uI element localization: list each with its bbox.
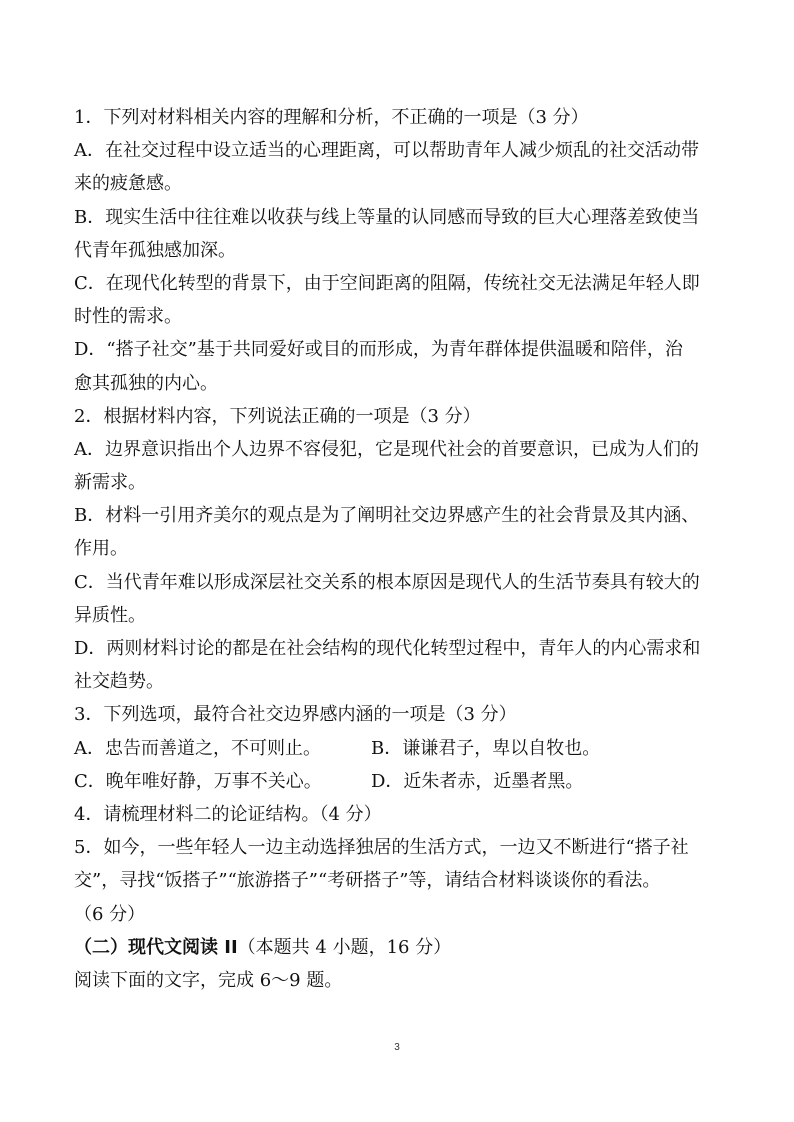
question-1-option-c-line1: C．在现代化转型的背景下，由于空间距离的阻隔，传统社交无法满足年轻人即: [74, 272, 700, 294]
question-1-option-a-line1: A．在社交过程中设立适当的心理距离，可以帮助青年人减少烦乱的社交活动带: [74, 140, 699, 162]
question-3-option-d: D．近朱者赤，近墨者黑。: [371, 770, 584, 792]
question-1-option-d-line1: D．“搭子社交”基于共同爱好或目的而形成，为青年群体提供温暖和陪伴，治: [74, 339, 683, 361]
question-1-option-a-line2: 来的疲惫感。: [74, 173, 182, 195]
question-1-option-c-line2: 时性的需求。: [74, 306, 182, 328]
question-1-option-b-line1: B．现实生活中往往难以收获与线上等量的认同感而导致的巨大心理落差致使当: [74, 206, 700, 228]
question-2-option-b-line1: B．材料一引用齐美尔的观点是为了阐明社交边界感产生的社会背景及其内涵、: [74, 505, 700, 527]
section-instruction: 阅读下面的文字，完成 6～9 题。: [74, 969, 343, 991]
question-2-option-d-line2: 社交趋势。: [74, 671, 164, 693]
question-3-stem: 3．下列选项，最符合社交边界感内涵的一项是（3 分）: [74, 704, 517, 726]
section-note: （本题共 4 小题，16 分）: [237, 936, 452, 958]
question-2-stem: 2．根据材料内容，下列说法正确的一项是（3 分）: [74, 405, 481, 427]
question-3-option-a: A．忠告而善道之，不可则止。: [74, 737, 321, 759]
question-1-option-b-line2: 代青年孤独感加深。: [74, 239, 236, 261]
question-2-option-a-line2: 新需求。: [74, 472, 146, 494]
exam-page-content: [74, 101, 724, 997]
question-2-option-a-line1: A．边界意识指出个人边界不容侵犯，它是现代社会的首要意识，已成为人们的: [74, 438, 699, 460]
question-3-option-b: B．谦谦君子，卑以自牧也。: [371, 737, 601, 759]
question-5-line1: 5．如今，一些年轻人一边主动选择独居的生活方式，一边又不断进行“搭子社: [74, 837, 689, 859]
question-3-options-row-1: [74, 732, 724, 765]
question-2-option-c-line2: 异质性。: [74, 604, 146, 626]
section-heading: [74, 931, 724, 964]
question-3-option-c: C．晚年唯好静，万事不关心。: [74, 770, 322, 792]
question-3-options-row-2: [74, 765, 724, 798]
section-title: （二）现代文阅读 II: [74, 936, 238, 958]
question-5-line3: （6 分）: [74, 903, 146, 925]
question-2-option-c-line1: C．当代青年难以形成深层社交关系的根本原因是现代人的生活节奏具有较大的: [74, 571, 700, 593]
question-1-option-d-line2: 愈其孤独的内心。: [74, 372, 218, 394]
question-4-stem: 4．请梳理材料二的论证结构。（4 分）: [74, 803, 382, 825]
question-2-option-d-line1: D．两则材料讨论的都是在社会结构的现代化转型过程中，青年人的内心需求和: [74, 638, 701, 659]
question-1-stem: 1．下列对材料相关内容的理解和分析，不正确的一项是（3 分）: [74, 107, 589, 128]
question-5-line2: 交”，寻找“饭搭子”“旅游搭子”“考研搭子”等，请结合材料谈谈你的看法。: [74, 870, 661, 892]
page-number: 3: [394, 1042, 400, 1053]
question-2-option-b-line2: 作用。: [74, 538, 128, 560]
